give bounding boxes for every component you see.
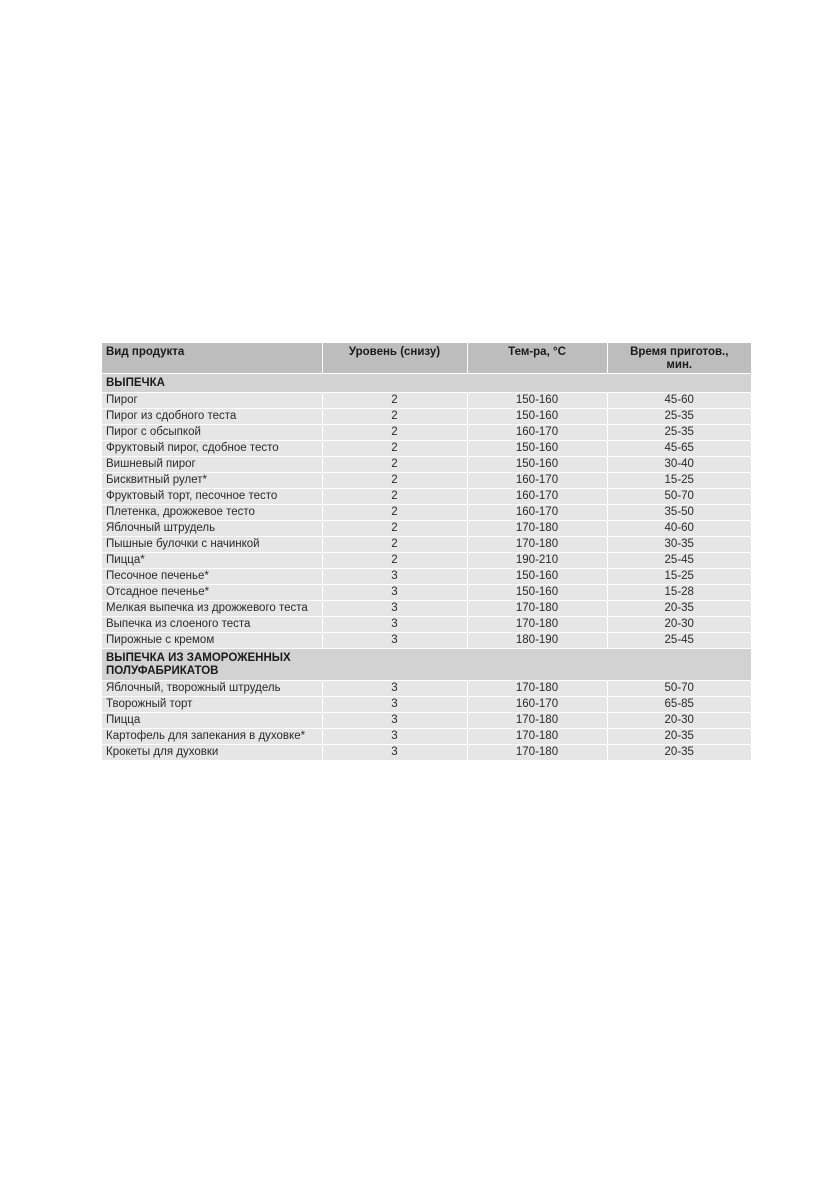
cell-product: Крокеты для духовки bbox=[102, 745, 322, 761]
table-row bbox=[102, 425, 751, 441]
cell-level: 3 bbox=[322, 713, 467, 729]
cell-level: 2 bbox=[322, 441, 467, 457]
cell-level: 2 bbox=[322, 409, 467, 425]
cell-temperature: 150-160 bbox=[467, 457, 607, 473]
section-title-text: ВЫПЕЧКА ИЗ ЗАМОРОЖЕННЫХ ПОЛУФАБРИКАТОВ bbox=[106, 652, 291, 677]
table-body bbox=[102, 374, 751, 761]
cell-temperature: 160-170 bbox=[467, 489, 607, 505]
cell-level: 3 bbox=[322, 633, 467, 649]
cell-time: 15-28 bbox=[607, 585, 751, 601]
cell-product: Мелкая выпечка из дрожжевого теста bbox=[102, 601, 322, 617]
table-row bbox=[102, 553, 751, 569]
cell-temperature: 170-180 bbox=[467, 713, 607, 729]
cell-product: Фруктовый торт, песочное тесто bbox=[102, 489, 322, 505]
cell-temperature: 180-190 bbox=[467, 633, 607, 649]
cell-level: 3 bbox=[322, 617, 467, 633]
table-row bbox=[102, 681, 751, 697]
cell-time: 40-60 bbox=[607, 521, 751, 537]
baking-table bbox=[102, 343, 751, 761]
table-row bbox=[102, 585, 751, 601]
cell-time: 25-35 bbox=[607, 409, 751, 425]
cell-product: Отсадное печенье* bbox=[102, 585, 322, 601]
cell-time: 45-65 bbox=[607, 441, 751, 457]
cell-level: 3 bbox=[322, 569, 467, 585]
header-temperature: Тем-ра, °C bbox=[467, 343, 607, 374]
table-row bbox=[102, 393, 751, 409]
cell-level: 3 bbox=[322, 585, 467, 601]
cell-product: Яблочный штрудель bbox=[102, 521, 322, 537]
cell-time: 20-30 bbox=[607, 617, 751, 633]
cell-temperature: 150-160 bbox=[467, 569, 607, 585]
cell-temperature: 170-180 bbox=[467, 617, 607, 633]
cell-temperature: 170-180 bbox=[467, 521, 607, 537]
cell-temperature: 150-160 bbox=[467, 409, 607, 425]
cell-temperature: 160-170 bbox=[467, 505, 607, 521]
cell-product: Пицца* bbox=[102, 553, 322, 569]
header-time bbox=[607, 343, 751, 374]
table-row bbox=[102, 457, 751, 473]
table-row bbox=[102, 521, 751, 537]
cell-level: 2 bbox=[322, 425, 467, 441]
cell-level: 2 bbox=[322, 553, 467, 569]
cell-time: 20-35 bbox=[607, 729, 751, 745]
cell-temperature: 150-160 bbox=[467, 585, 607, 601]
cell-product: Творожный торт bbox=[102, 697, 322, 713]
table-row bbox=[102, 569, 751, 585]
table-row bbox=[102, 441, 751, 457]
cell-product: Песочное печенье* bbox=[102, 569, 322, 585]
cell-level: 2 bbox=[322, 489, 467, 505]
cell-product: Пицца bbox=[102, 713, 322, 729]
cell-product: Пирог с обсыпкой bbox=[102, 425, 322, 441]
cell-temperature: 160-170 bbox=[467, 425, 607, 441]
cell-time: 15-25 bbox=[607, 569, 751, 585]
cell-level: 2 bbox=[322, 537, 467, 553]
cell-product: Выпечка из слоеного теста bbox=[102, 617, 322, 633]
cell-level: 2 bbox=[322, 473, 467, 489]
cell-time: 25-45 bbox=[607, 633, 751, 649]
table-row bbox=[102, 617, 751, 633]
section-title bbox=[102, 649, 751, 681]
section-title: ВЫПЕЧКА bbox=[102, 374, 751, 393]
cell-level: 2 bbox=[322, 521, 467, 537]
table-row bbox=[102, 713, 751, 729]
cell-temperature: 170-180 bbox=[467, 745, 607, 761]
header-time-line2: мин. bbox=[666, 359, 693, 371]
cell-product: Вишневый пирог bbox=[102, 457, 322, 473]
cell-temperature: 150-160 bbox=[467, 441, 607, 457]
cell-temperature: 170-180 bbox=[467, 601, 607, 617]
cell-temperature: 190-210 bbox=[467, 553, 607, 569]
table-row bbox=[102, 537, 751, 553]
cell-product: Картофель для запекания в духовке* bbox=[102, 729, 322, 745]
cell-product: Яблочный, творожный штрудель bbox=[102, 681, 322, 697]
cell-product: Плетенка, дрожжевое тесто bbox=[102, 505, 322, 521]
cell-time: 45-60 bbox=[607, 393, 751, 409]
cell-level: 3 bbox=[322, 729, 467, 745]
cell-time: 25-45 bbox=[607, 553, 751, 569]
cell-product: Пирог bbox=[102, 393, 322, 409]
cell-product: Бисквитный рулет* bbox=[102, 473, 322, 489]
table-row bbox=[102, 745, 751, 761]
cell-temperature: 160-170 bbox=[467, 697, 607, 713]
header-time-line1: Время приготов., bbox=[630, 346, 729, 358]
cell-time: 30-35 bbox=[607, 537, 751, 553]
cell-product: Пышные булочки с начинкой bbox=[102, 537, 322, 553]
table-row bbox=[102, 505, 751, 521]
table-row bbox=[102, 697, 751, 713]
cell-product: Пирог из сдобного теста bbox=[102, 409, 322, 425]
table-row bbox=[102, 729, 751, 745]
table-row bbox=[102, 489, 751, 505]
section-row bbox=[102, 374, 751, 393]
cell-product: Фруктовый пирог, сдобное тесто bbox=[102, 441, 322, 457]
cell-time: 20-35 bbox=[607, 745, 751, 761]
cell-time: 65-85 bbox=[607, 697, 751, 713]
cell-temperature: 160-170 bbox=[467, 473, 607, 489]
cell-temperature: 150-160 bbox=[467, 393, 607, 409]
section-row bbox=[102, 649, 751, 681]
cell-time: 35-50 bbox=[607, 505, 751, 521]
cell-level: 3 bbox=[322, 697, 467, 713]
table-row bbox=[102, 409, 751, 425]
cell-level: 2 bbox=[322, 505, 467, 521]
cell-time: 50-70 bbox=[607, 489, 751, 505]
table-row bbox=[102, 633, 751, 649]
cell-temperature: 170-180 bbox=[467, 537, 607, 553]
cell-level: 3 bbox=[322, 681, 467, 697]
cell-time: 15-25 bbox=[607, 473, 751, 489]
cell-level: 2 bbox=[322, 457, 467, 473]
cell-temperature: 170-180 bbox=[467, 729, 607, 745]
header-level: Уровень (снизу) bbox=[322, 343, 467, 374]
table-row bbox=[102, 601, 751, 617]
cell-time: 30-40 bbox=[607, 457, 751, 473]
table-header-row bbox=[102, 343, 751, 374]
header-product: Вид продукта bbox=[102, 343, 322, 374]
table-row bbox=[102, 473, 751, 489]
cell-product: Пирожные с кремом bbox=[102, 633, 322, 649]
baking-table-container bbox=[102, 343, 751, 761]
cell-level: 2 bbox=[322, 393, 467, 409]
cell-level: 3 bbox=[322, 745, 467, 761]
cell-time: 25-35 bbox=[607, 425, 751, 441]
cell-time: 20-35 bbox=[607, 601, 751, 617]
cell-temperature: 170-180 bbox=[467, 681, 607, 697]
cell-time: 50-70 bbox=[607, 681, 751, 697]
cell-time: 20-30 bbox=[607, 713, 751, 729]
cell-level: 3 bbox=[322, 601, 467, 617]
